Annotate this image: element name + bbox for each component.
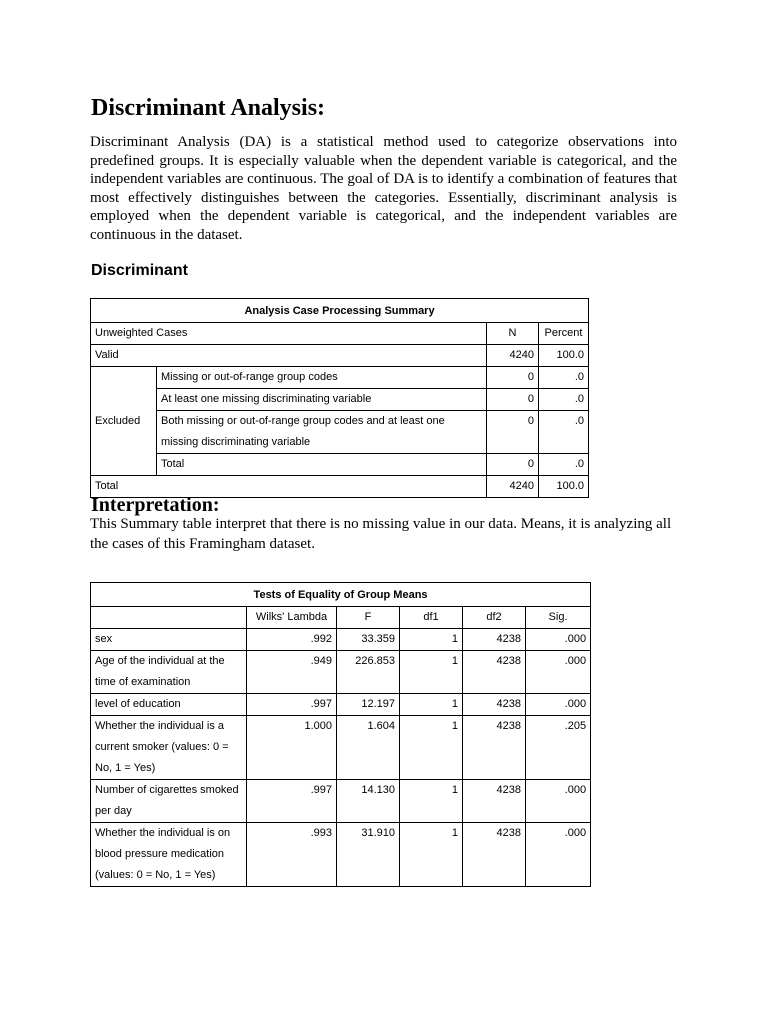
cell-df1: 1 [400,651,463,694]
row-label: level of education [91,694,247,716]
cell-percent: 100.0 [539,345,589,367]
cell-df1: 1 [400,629,463,651]
header-sig: Sig. [526,607,591,629]
row-label: sex [91,629,247,651]
cell-n: 0 [487,389,539,411]
cell-percent: .0 [539,454,589,476]
header-wilks-lambda: Wilks' Lambda [247,607,337,629]
cell-df2: 4238 [463,716,526,780]
row-label: Whether the individual is a current smoker (values: 0 = No, 1 = Yes) [91,716,247,780]
page-title: Discriminant Analysis: [91,95,326,121]
cell-df2: 4238 [463,694,526,716]
cell-wilks: .992 [247,629,337,651]
cell-n: 0 [487,411,539,454]
excluded-label: Excluded [91,367,157,476]
cell-n: 0 [487,367,539,389]
cell-wilks: .949 [247,651,337,694]
cell-df2: 4238 [463,823,526,887]
case-processing-table [90,298,589,498]
cell-wilks: .997 [247,694,337,716]
table-row [91,651,591,694]
row-label: Total [91,476,487,498]
cell-wilks: 1.000 [247,716,337,780]
row-label: Age of the individual at the time of examination [91,651,247,694]
cell-f: 12.197 [337,694,400,716]
cell-wilks: .997 [247,780,337,823]
header-f: F [337,607,400,629]
cell-df1: 1 [400,716,463,780]
header-percent: Percent [539,323,589,345]
table-row [91,780,591,823]
row-label: Valid [91,345,487,367]
interpretation-heading: Interpretation: [91,494,220,516]
cell-df1: 1 [400,694,463,716]
table-row [91,411,589,454]
row-label: At least one missing discriminating variable [157,389,487,411]
cell-n: 4240 [487,345,539,367]
cell-f: 14.130 [337,780,400,823]
cell-sig: .000 [526,694,591,716]
cell-sig: .000 [526,629,591,651]
cell-df2: 4238 [463,651,526,694]
header-blank [91,607,247,629]
table-row [91,629,591,651]
cell-f: 226.853 [337,651,400,694]
cell-df1: 1 [400,780,463,823]
cell-percent: 100.0 [539,476,589,498]
cell-percent: .0 [539,411,589,454]
interpretation-text: This Summary table interpret that there is no missing value in our data. Means, it is analyzing all the cases of this Framingham dataset. [90,516,672,552]
row-label: Missing or out-of-range group codes [157,367,487,389]
header-df2: df2 [463,607,526,629]
table-title: Analysis Case Processing Summary [91,299,589,323]
cell-f: 33.359 [337,629,400,651]
intro-paragraph: Discriminant Analysis (DA) is a statistical method used to categorize observations into predefined groups. It is especially valuable when the dependent variable is categorical, and the independent variables are continuous. The goal of DA is to identify a combination of features that most effectively distinguishes between the categories. Essentially, discriminant analysis is employed when the dependent variable is categorical, and the independent variables are continuous in the dataset. [90,134,677,243]
table-row [91,389,589,411]
cell-percent: .0 [539,367,589,389]
cell-n: 4240 [487,476,539,498]
table-row [91,716,591,780]
cell-f: 31.910 [337,823,400,887]
cell-wilks: .993 [247,823,337,887]
cell-df1: 1 [400,823,463,887]
cell-sig: .000 [526,823,591,887]
table-title: Tests of Equality of Group Means [91,583,591,607]
header-df1: df1 [400,607,463,629]
cell-sig: .000 [526,780,591,823]
cell-df2: 4238 [463,629,526,651]
cell-f: 1.604 [337,716,400,780]
row-label: Total [157,454,487,476]
cell-n: 0 [487,454,539,476]
header-unweighted-cases: Unweighted Cases [91,323,487,345]
table-row [91,345,589,367]
cell-sig: .000 [526,651,591,694]
header-n: N [487,323,539,345]
table-row [91,823,591,887]
row-label: Number of cigarettes smoked per day [91,780,247,823]
row-label: Whether the individual is on blood pressure medication (values: 0 = No, 1 = Yes) [91,823,247,887]
table-row [91,694,591,716]
cell-percent: .0 [539,389,589,411]
table-row [91,367,589,389]
cell-sig: .205 [526,716,591,780]
row-label: Both missing or out-of-range group codes and at least one missing discriminating variable [157,411,487,454]
cell-df2: 4238 [463,780,526,823]
group-means-table [90,582,591,887]
section-heading: Discriminant [91,262,188,279]
table-row [91,454,589,476]
